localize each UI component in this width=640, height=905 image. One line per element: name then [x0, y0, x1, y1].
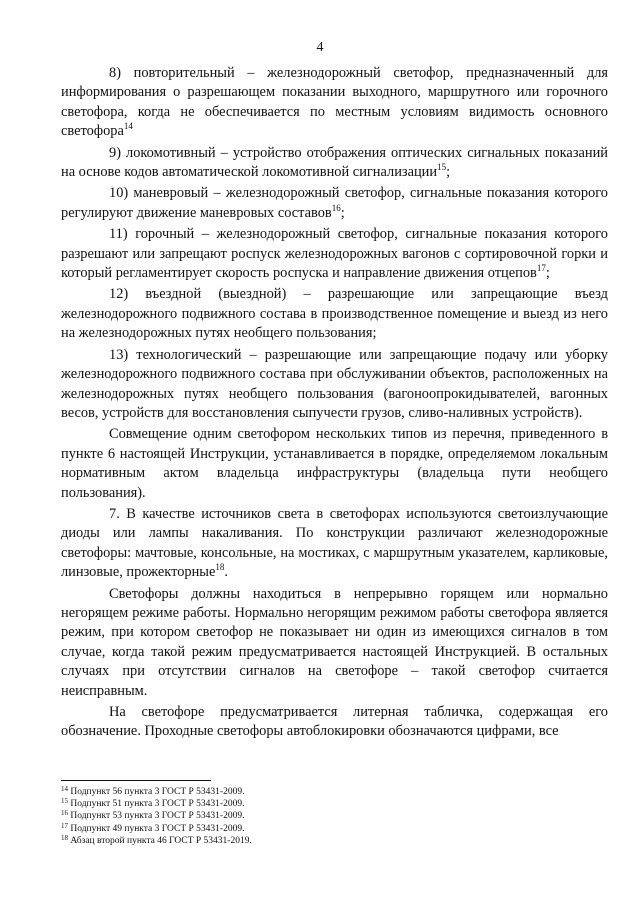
footnote-ref[interactable]: 18 — [215, 562, 225, 573]
footnote-ref[interactable]: 16 — [331, 202, 341, 213]
footnote-item: $^{17}$ Подпункт 49 пункта 3 ГОСТ Р 53431-2009. — [61, 821, 245, 834]
footnotes — [61, 786, 601, 847]
paragraph-item-10: 10) маневровый – железнодорожный светофор, сигнальные показания которого регулируют движение маневровых составов$^{16}$; — [61, 185, 608, 221]
page-number: 4 — [316, 40, 324, 55]
paragraph-letter-plate: На светофоре предусматривается литерная табличка, содержащая его обозначение. Проходные светофоры автоблокировки обозначаются цифрами, все — [61, 704, 608, 740]
footnote-ref[interactable]: 14 — [123, 121, 133, 132]
footnote-item: $^{14}$ Подпункт 56 пункта 3 ГОСТ Р 53431-2009. — [61, 785, 245, 797]
paragraph-item-9: 9) локомотивный – устройство отображения оптических сигнальных показаний на основе кодов автоматической локомотивной сигнализации$^{15}$; — [61, 144, 608, 181]
paragraph-item-12: 12) въездной (выездной) – разрешающие или запрещающие въезд железнодорожного подвижного состава в производственное помещение и выезд из него на железнодорожных путях необщего пользования; — [61, 286, 608, 342]
paragraph-operating-mode: Светофоры должны находиться в непрерывно горящем или нормально негорящем режиме работы. Нормально негорящим режимом работы светофора является режим, при котором светофор не показывает ни один из имеющихся сигналов в том случае, когда такой режим предусматривается настоящей Инструкцией. В остальных случаях при отсутствии сигналов на светофоре – такой светофор считается неисправным. — [61, 585, 608, 699]
footnote-separator — [61, 780, 211, 781]
paragraph-item-8: 8) повторительный – железнодорожный светофор, предназначенный для информирования о разрешающем показании выходного, маршрутного или горочного светофора, когда не обеспечивается по местным условиям видимость основного светофора$^{14}$ — [61, 65, 608, 140]
footnote-item: $^{18}$ Абзац второй пункта 46 ГОСТ Р 53431-2019. — [61, 833, 252, 846]
footnote-ref[interactable]: 17 — [536, 263, 546, 274]
footnote-ref[interactable]: 15 — [437, 162, 447, 173]
footnote-item: $^{16}$ Подпункт 53 пункта 3 ГОСТ Р 53431-2009. — [61, 809, 245, 822]
paragraph-item-11: 11) горочный – железнодорожный светофор, сигнальные показания которого разрешают или запрещают роспуск железнодорожных вагонов с сортировочной горки и который регламентирует скорость роспуска и направление движения отцепов$^{17}$; — [61, 226, 608, 282]
paragraph-combination: Совмещение одним светофором нескольких типов из перечня, приведенного в пункте 6 настоящей Инструкции, устанавливается в порядке, определяемом локальным нормативным актом владельца инфраструктуры (владельца пути необщего пользования). — [61, 426, 608, 501]
paragraph-clause-7: 7. В качестве источников света в светофорах используются светоизлучающие диоды или лампы накаливания. По конструкции различают железнодорожные светофоры: мачтовые, консольные, на мостиках, с маршрутным указателем, карликовые, линзовые, прожекторные$^{18}$. — [61, 505, 608, 581]
paragraph-item-13: 13) технологический – разрешающие или запрещающие подачу или уборку железнодорожного подвижного состава при обслуживании объектов, расположенных на железнодорожных путях необщего пользования (вагоноопрокидывателей, вагонных весов, устройств для восстановления сыпучести грузов, сливо-наливных устройств). — [61, 346, 608, 421]
footnote-item: $^{15}$ Подпункт 51 пункта 3 ГОСТ Р 53431-2009. — [61, 797, 245, 810]
body-text — [61, 64, 608, 744]
